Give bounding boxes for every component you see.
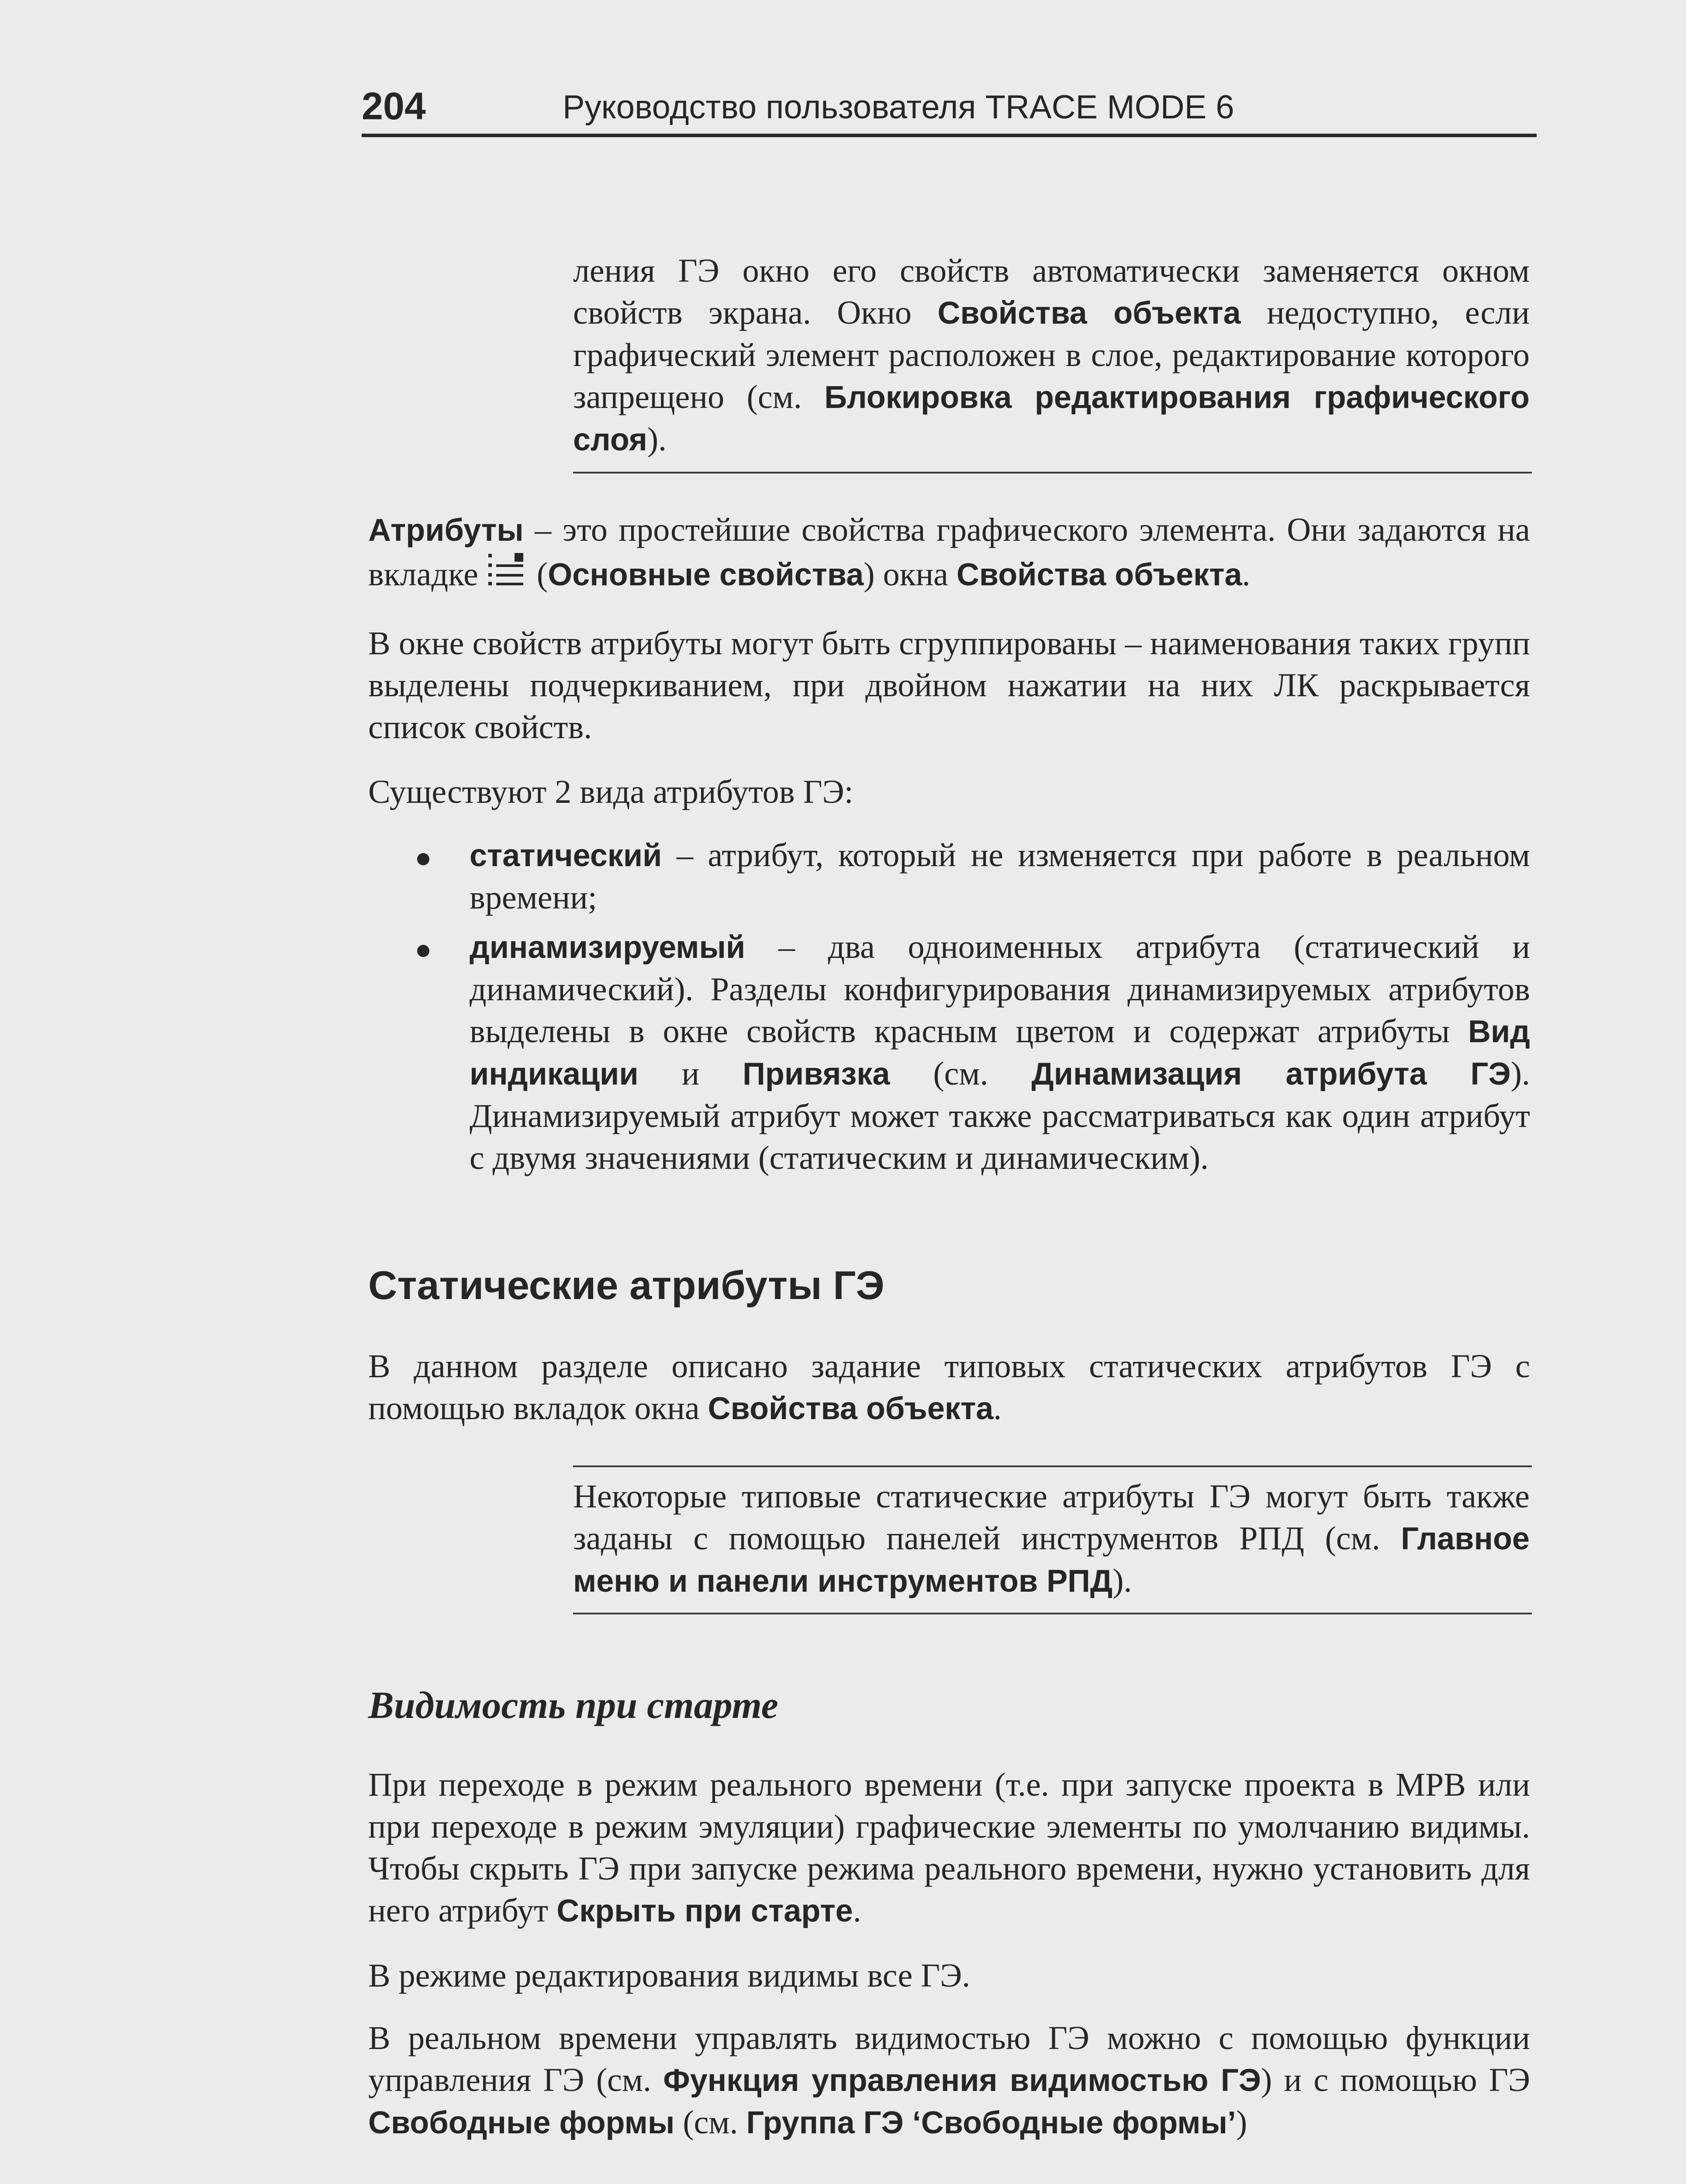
subsection-heading: Видимость при старте <box>368 1684 778 1727</box>
link-binding: Привязка <box>743 1057 890 1092</box>
paragraph-visibility: При переходе в режим реального времени (т.е. при запуске проекта в МРВ или при переходе в режим эмуляции) графические элементы по умолчанию видимы. Чтобы скрыть ГЭ при запуске режима реального времени, нужно установить для него атрибут Скрыть при старте. <box>368 1766 1530 1929</box>
section-heading: Статические атрибуты ГЭ <box>368 1263 884 1308</box>
paragraph-section-intro: В данном разделе описано задание типовых статических атрибутов ГЭ с помощью вкладок окна Свойства объекта. <box>368 1348 1530 1427</box>
link-object-properties: Свойства объекта <box>937 296 1241 331</box>
link-object-properties-3: Свойства объекта <box>708 1391 994 1426</box>
link-visibility-function: Функция управления видимостью ГЭ <box>663 2063 1261 2098</box>
list-item-dynamic: динамизируемый – два одноименных атрибута (статический и динамический). Разделы конфигурирования динамизируемых атрибутов выделены в окне свойств красным цветом и содержат атрибуты Вид индикации и Привязка (см. Динамизация атрибута ГЭ). Динамизируемый атрибут может также рассматриваться как один атрибут с двумя значениями (статическим и динамическим). <box>470 929 1531 1176</box>
term-static: статический <box>470 838 662 873</box>
link-main-menu-toolbars: Главное меню и панели инструментов РПД <box>573 1521 1530 1599</box>
page-header <box>362 82 1537 135</box>
bullet-dot <box>417 853 429 865</box>
running-title: Руководство пользователя TRACE MODE 6 <box>563 89 1234 126</box>
link-free-forms-group: Группа ГЭ ‘Свободные формы’ <box>746 2105 1237 2140</box>
link-free-forms: Свободные формы <box>368 2105 675 2140</box>
note-top-rule <box>573 1465 1532 1467</box>
list-tab-icon <box>487 551 529 588</box>
link-attribute-dynamization: Динамизация атрибута ГЭ <box>1031 1057 1511 1092</box>
term-hide-at-start: Скрыть при старте <box>556 1894 853 1928</box>
term-attributes: Атрибуты <box>368 513 524 548</box>
paragraph-kinds: Существуют 2 вида атрибутов ГЭ: <box>368 774 853 810</box>
paragraph-groups: В окне свойств атрибуты могут быть сгруппированы – наименования таких групп выделены подчеркиванием, при двойном нажатии на них ЛК раскрывается список свойств. <box>368 625 1530 746</box>
bullet-dot <box>417 945 429 957</box>
paragraph-attributes: Атрибуты – это простейшие свойства графического элемента. Они задаются на вкладке (Основные свойства) окна Свойства объекта. <box>368 511 1530 593</box>
paragraph-edit-mode: В режиме редактирования видимы все ГЭ. <box>368 1957 971 1994</box>
note-continuation: ления ГЭ окно его свойств автоматически заменяется окном свойств экрана. Окно Свойства объекта недоступно, если графический элемент расположен в слое, редактирование которого запрещено (см. Блокировка редактирования графического слоя). <box>573 252 1530 458</box>
note-bottom-rule <box>573 472 1532 473</box>
link-object-properties-2: Свойства объекта <box>956 557 1242 592</box>
note-bottom-rule <box>573 1613 1532 1614</box>
term-dynamic: динамизируемый <box>470 930 746 965</box>
paragraph-runtime: В реальном времени управлять видимостью ГЭ можно с помощью функции управления ГЭ (см. Функция управления видимостью ГЭ) и с помощью ГЭ Свободные формы (см. Группа ГЭ ‘Свободные формы’) <box>368 2020 1530 2141</box>
list-item-static: статический – атрибут, который не изменяется при работе в реальном времени; <box>470 837 1530 916</box>
link-basic-properties: Основные свойства <box>548 557 864 592</box>
link-layer-lock: Блокировка редактирования графического слоя <box>573 380 1530 457</box>
page-number: 204 <box>362 84 426 128</box>
header-rule <box>362 134 1537 137</box>
note-toolbars: Некоторые типовые статические атрибуты ГЭ могут быть также заданы с помощью панелей инструментов РПД (см. Главное меню и панели инструментов РПД). <box>573 1478 1530 1599</box>
link-indication-view: Вид индикации <box>470 1014 1530 1092</box>
